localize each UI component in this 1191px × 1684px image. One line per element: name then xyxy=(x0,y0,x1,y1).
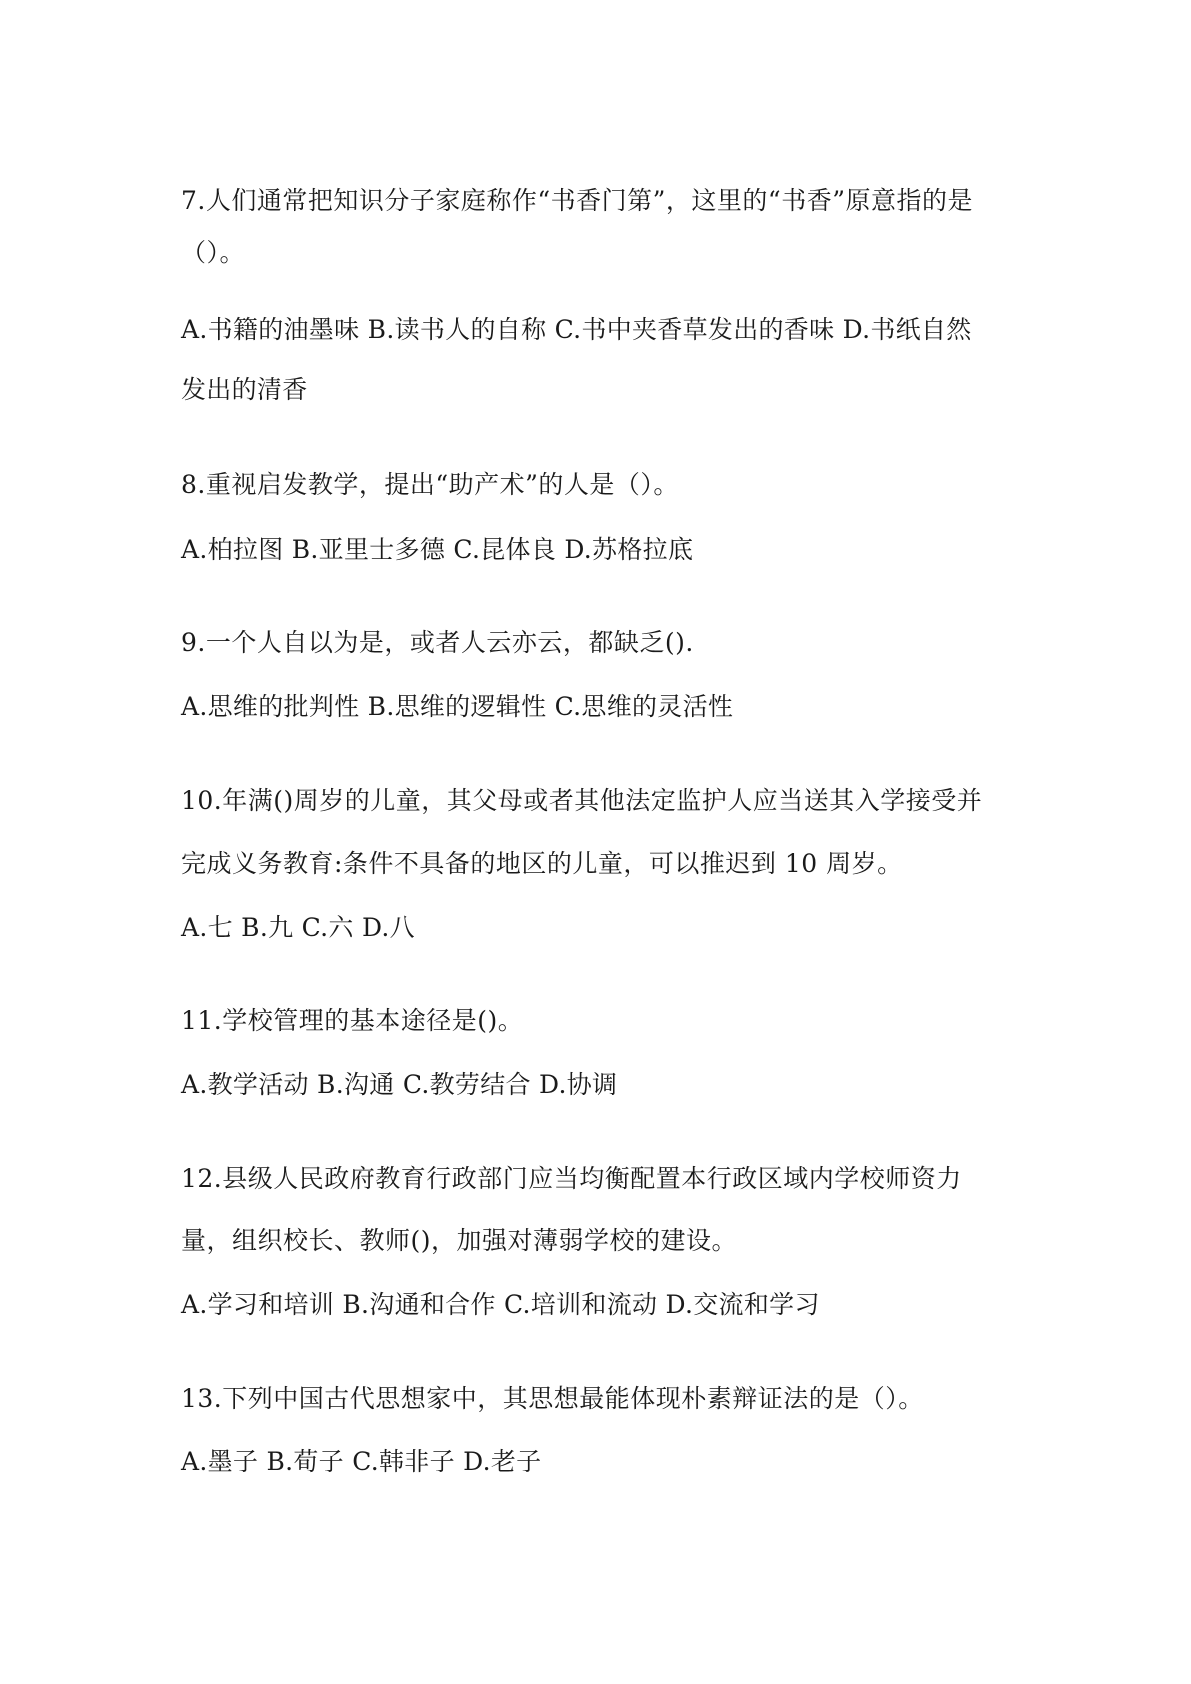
question-12-stem-line-1: 12.县级人民政府教育行政部门应当均衡配置本行政区域内学校师资力 xyxy=(181,1164,962,1193)
question-13-stem: 13.下列中国古代思想家中，其思想最能体现朴素辩证法的是（）。 xyxy=(181,1384,924,1413)
question-7-stem-line-1: 7.人们通常把知识分子家庭称作“书香门第”，这里的“书香”原意指的是 xyxy=(181,186,973,215)
question-10-stem-line-2: 完成义务教育:条件不具备的地区的儿童，可以推迟到 10 周岁。 xyxy=(181,849,903,878)
question-13-options: A.墨子 B.荀子 C.韩非子 D.老子 xyxy=(181,1447,542,1476)
question-12-options: A.学习和培训 B.沟通和合作 C.培训和流动 D.交流和学习 xyxy=(181,1290,820,1319)
question-9-options: A.思维的批判性 B.思维的逻辑性 C.思维的灵活性 xyxy=(181,692,734,721)
question-7-options-line-1: A.书籍的油墨味 B.读书人的自称 C.书中夹香草发出的香味 D.书纸自然 xyxy=(181,315,972,344)
question-12-stem-line-2: 量，组织校长、教师()，加强对薄弱学校的建设。 xyxy=(181,1226,738,1255)
question-9-stem: 9.一个人自以为是，或者人云亦云，都缺乏(). xyxy=(181,628,694,657)
question-8-options: A.柏拉图 B.亚里士多德 C.昆体良 D.苏格拉底 xyxy=(181,535,694,564)
question-10-stem-line-1: 10.年满()周岁的儿童，其父母或者其他法定监护人应当送其入学接受并 xyxy=(181,786,983,815)
question-7-stem-line-2: （）。 xyxy=(181,238,246,267)
question-8-stem: 8.重视启发教学，提出“助产术”的人是（）。 xyxy=(181,470,679,499)
question-7-options-line-2: 发出的清香 xyxy=(181,375,308,404)
question-10-options: A.七 B.九 C.六 D.八 xyxy=(181,913,415,942)
question-11-stem: 11.学校管理的基本途径是()。 xyxy=(181,1006,524,1035)
question-11-options: A.教学活动 B.沟通 C.教劳结合 D.协调 xyxy=(181,1070,618,1099)
